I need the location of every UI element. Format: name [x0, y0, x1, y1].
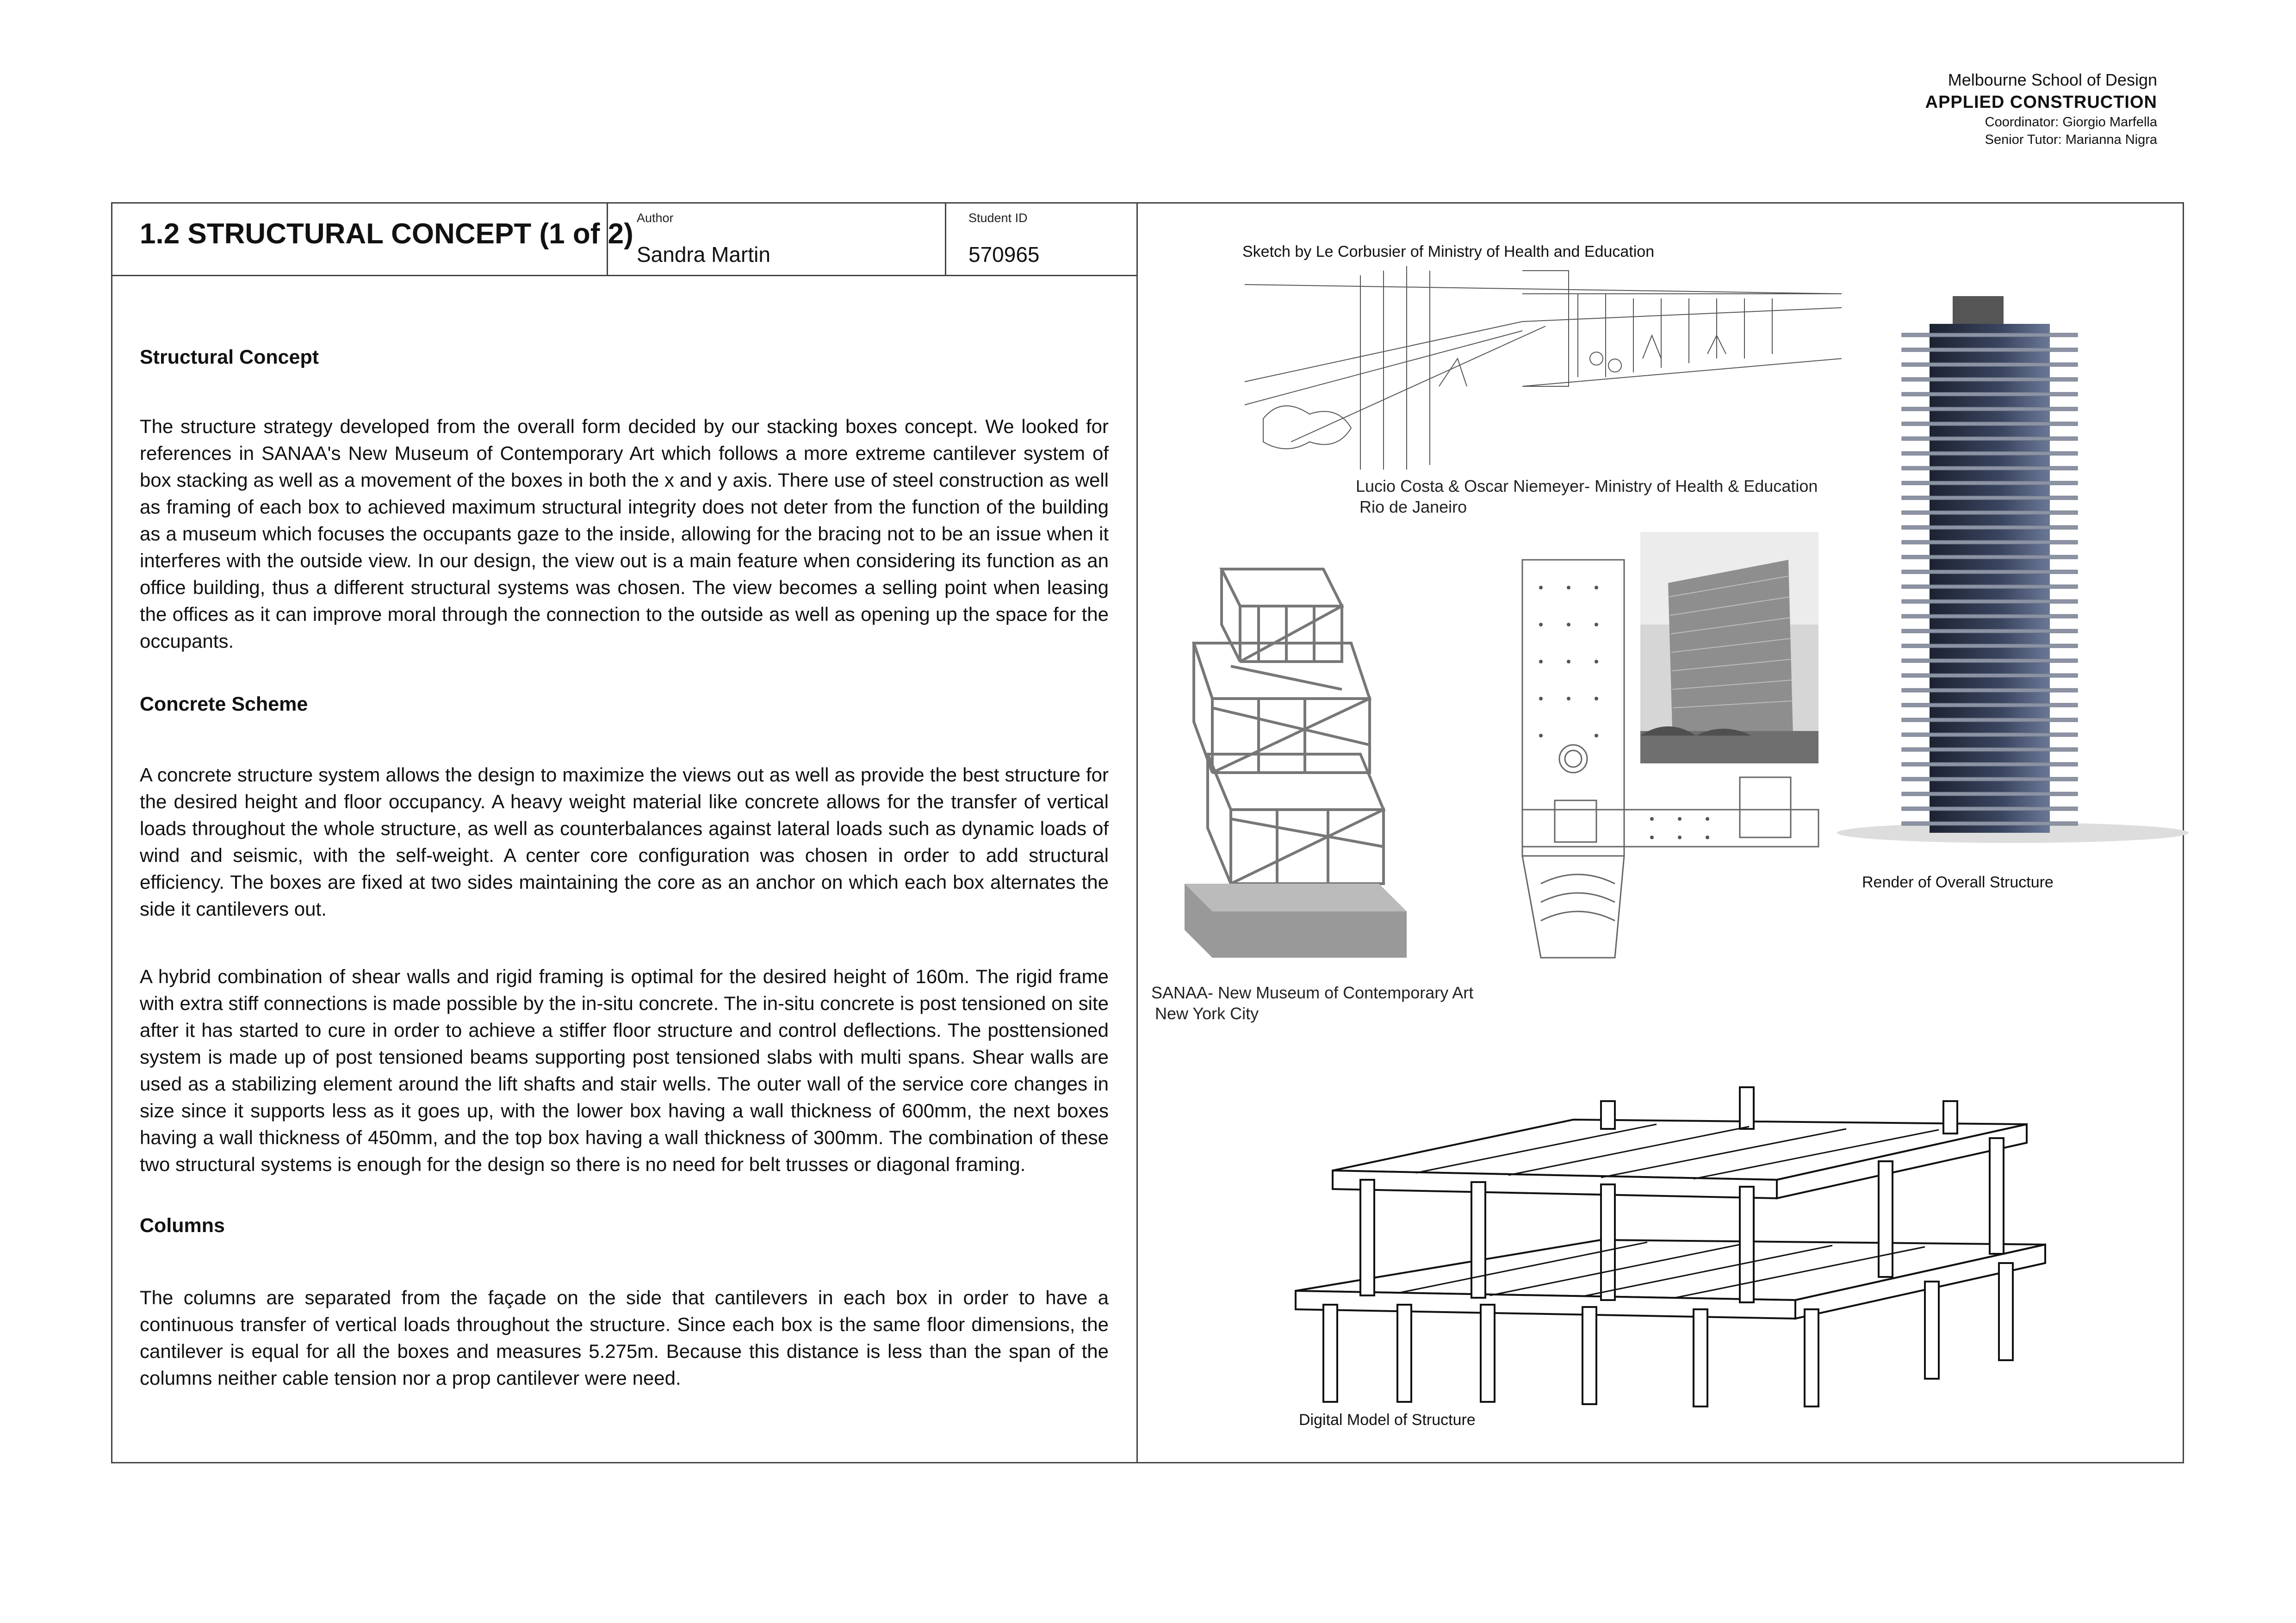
tower-floor-slab	[1902, 555, 2078, 559]
paragraph-columns: The columns are separated from the façade on the side that cantilevers in each box in order to have a continuous transfer of vertical loads throughout the structure. Since each box is the same floor dimensions, the cantilever is equal for all the boxes and measures 5.275m. Because this distance is less than the span of the columns neither cable tension nor a prop cantilever were need.	[140, 1287, 1109, 1389]
tower-floor-slab	[1902, 762, 2078, 766]
tower-floor-slab	[1902, 792, 2078, 796]
render-caption: Render of Overall Structure	[1862, 873, 2054, 891]
ministry-caption-1: Lucio Costa & Oscar Niemeyer- Ministry of Health & Education	[1356, 477, 1818, 496]
tower-floor-slab	[1902, 629, 2078, 633]
student-id: 570965	[968, 242, 1040, 266]
tower-floor-slab	[1902, 407, 2078, 411]
tower-floor-slab	[1902, 822, 2078, 825]
senior-tutor: Senior Tutor: Marianna Nigra	[1985, 132, 2157, 147]
tower-floor-slab	[1902, 777, 2078, 781]
tower-floor-slab	[1902, 348, 2078, 352]
tower-floor-slab	[1902, 422, 2078, 426]
tower-floor-slab	[1902, 540, 2078, 544]
paragraph-concrete-scheme-2: A hybrid combination of shear walls and rigid framing is optimal for the desired height of 160m. The rigid frame with extra stiff connections is made possible by the in-situ concrete. The in-situ concrete is post tensioned on site after it has started to cure in order to achieve a stiffer floor structure and control deflections. The posttensioned system is made up of post tensioned beams supporting post tensioned slabs with multi spans. Shear walls are used as a stabilizing element around the lift shafts and stair wells. The outer wall of the service core changes in size since it supports less as it goes up, with the lower box having a wall thickness of 600mm, the next boxes having a wall thickness of 450mm, and the top box having a wall thickness of 300mm. The combination of these two structural systems is enough for the design so there is no need for belt trusses or diagonal framing.	[140, 966, 1109, 1175]
sanaa-wireframe	[1166, 551, 1425, 967]
tower-floor-slab	[1902, 570, 2078, 574]
tower-floor-slab	[1902, 644, 2078, 648]
coordinator: Coordinator: Giorgio Marfella	[1985, 115, 2157, 130]
school-header	[1925, 69, 2157, 149]
sketch-caption: Sketch by Le Corbusier of Ministry of Health and Education	[1242, 243, 1655, 260]
tower-floor-slab	[1902, 718, 2078, 722]
tower-floor-slab	[1902, 807, 2078, 811]
tower-floor-slab	[1902, 452, 2078, 455]
tower-floor-slab	[1902, 659, 2078, 663]
sanaa-caption-2: New York City	[1155, 1004, 1259, 1023]
sanaa-caption-1: SANAA- New Museum of Contemporary Art	[1151, 983, 1474, 1002]
heading-concrete-scheme: Concrete Scheme	[140, 693, 308, 715]
heading-columns: Columns	[140, 1214, 225, 1237]
author-label: Author	[637, 211, 674, 225]
ministry-caption-2: Rio de Janeiro	[1359, 497, 1467, 516]
tower-floor-slab	[1902, 526, 2078, 529]
tower-floor-slab	[1902, 437, 2078, 440]
corbusier-sketch	[1245, 266, 1842, 470]
school-name: Melbourne School of Design	[1948, 70, 2157, 89]
tower-floor-slab	[1902, 703, 2078, 707]
heading-structural-concept: Structural Concept	[140, 346, 319, 368]
tower-floor-slab	[1902, 511, 2078, 514]
tower-render	[1828, 296, 2189, 842]
tower-floor-slab	[1902, 481, 2078, 485]
course-name: APPLIED CONSTRUCTION	[1925, 92, 2157, 112]
digital-structure-model	[1277, 1087, 2045, 1411]
column-divider	[1136, 202, 1138, 1463]
page-title: 1.2 STRUCTURAL CONCEPT (1 of 2)	[140, 218, 633, 250]
tower-floor-slab	[1902, 363, 2078, 366]
tower-floor-slab	[1902, 496, 2078, 500]
tower-floor-slab	[1902, 378, 2078, 381]
ministry-photo	[1640, 532, 1818, 763]
student-id-label: Student ID	[968, 211, 1028, 225]
tower-floor-slab	[1902, 585, 2078, 588]
tower-floor-slab	[1902, 674, 2078, 677]
tower-floor-slab	[1902, 600, 2078, 603]
tower-floor-slab	[1902, 333, 2078, 337]
model-caption: Digital Model of Structure	[1299, 1411, 1476, 1429]
tower-floor-slab	[1902, 614, 2078, 618]
tower-floor-slab	[1902, 733, 2078, 737]
tower-floor-slab	[1902, 688, 2078, 692]
author-name: Sandra Martin	[637, 242, 770, 266]
paragraph-concrete-scheme-1: A concrete structure system allows the design to maximize the views out as well as provide the best structure for the desired height and floor occupancy. A heavy weight material like concrete allows for the transfer of vertical loads throughout the whole structure, as well as counterbalances against lateral loads such as dynamic loads of wind and seismic, with the self-weight. A center core configuration was chosen in order to add structural efficiency. The boxes are fixed at two sides maintaining the core as an anchor on which each box alternates the side it cantilevers out.	[140, 764, 1109, 920]
tower-floor-slab	[1902, 392, 2078, 396]
tower-floor-slab	[1902, 466, 2078, 470]
paragraph-structural-concept: The structure strategy developed from the overall form decided by our stacking boxes concept. We looked for references in SANAA's New Museum of Contemporary Art which follows a more extreme cantilever system of box stacking as well as a movement of the boxes in both the x and y axis. There use of steel construction as well as framing of each box to achieved maximum structural integrity does not deter from the function of the building as a museum which focuses the occupants gaze to the inside, allowing for the bracing not to be an issue when it interferes with the outside view. In our design, the view out is a main feature when considering its function as an office building, thus a different structural systems was chosen. The view becomes a selling point when leasing the offices as it can improve moral through the connection to the outside as well as opening up the space for the occupants.	[140, 415, 1109, 652]
tower-floor-slab	[1902, 748, 2078, 751]
